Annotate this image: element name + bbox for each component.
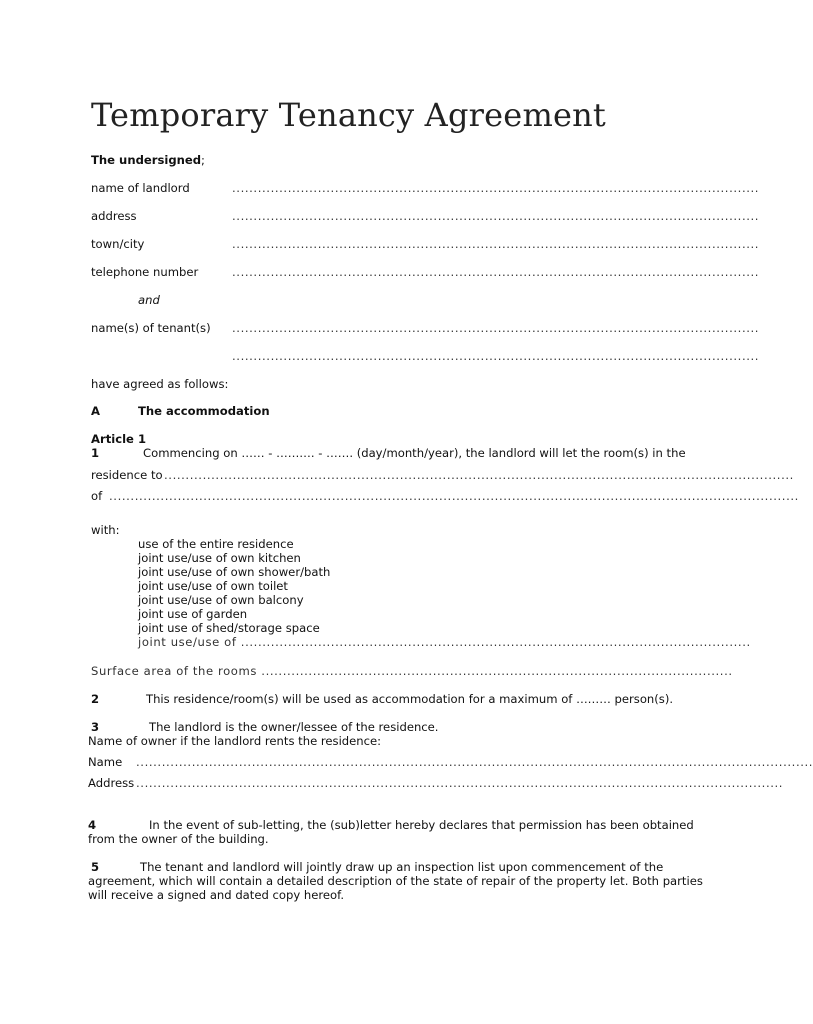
residence-to-label: residence to xyxy=(91,468,163,482)
article-3-text: The landlord is the owner/lessee of the residence. xyxy=(149,720,439,734)
owner-address-field[interactable]: ....................................................................................................................................................... xyxy=(136,776,784,790)
residence-to-field[interactable]: ................................................................................................................................................... xyxy=(164,468,794,482)
owner-name-label: Name xyxy=(88,755,123,769)
owner-line: Name of owner if the landlord rents the residence: xyxy=(88,734,382,748)
telephone-field[interactable]: ........................................................................................................................... xyxy=(232,265,760,279)
article-1-number: 1 xyxy=(91,446,100,460)
undersigned-suffix: ; xyxy=(201,153,205,167)
article-2-text: This residence/room(s) will be used as accommodation for a maximum of ……… person(s). xyxy=(146,692,674,706)
list-item: joint use/use of own balcony xyxy=(138,593,304,607)
article-3-number: 3 xyxy=(91,720,100,734)
article-5-text-cont-2: will receive a signed and dated copy hereof. xyxy=(88,888,345,902)
tenants-field-2[interactable]: ........................................................................................................................... xyxy=(232,349,760,363)
surface-area-line[interactable]: Surface area of the rooms .............................................................................................................. xyxy=(91,664,733,678)
list-item: use of the entire residence xyxy=(138,537,294,551)
landlord-name-label: name of landlord xyxy=(91,181,190,195)
owner-address-label: Address xyxy=(88,776,135,790)
of-label: of xyxy=(91,489,103,503)
article-4-text: In the event of sub-letting, the (sub)letter hereby declares that permission has been obtained xyxy=(149,818,694,832)
address-label: address xyxy=(91,209,137,223)
article-2-number: 2 xyxy=(91,692,100,706)
article-1-text: Commencing on …… - ………. - ……. (day/month/year), the landlord will let the room(s) in the xyxy=(143,446,686,460)
of-field[interactable]: ................................................................................................................................................................. xyxy=(109,489,799,503)
article-1-label: Article 1 xyxy=(91,432,147,446)
list-item: joint use of shed/storage space xyxy=(138,621,320,635)
section-a-heading: The accommodation xyxy=(138,404,270,418)
town-city-label: town/city xyxy=(91,237,145,251)
address-field[interactable]: ........................................................................................................................... xyxy=(232,209,760,223)
article-5-number: 5 xyxy=(91,860,100,874)
agreed-text: have agreed as follows: xyxy=(91,377,229,391)
article-4-number: 4 xyxy=(88,818,97,832)
list-item: joint use/use of own toilet xyxy=(138,579,288,593)
landlord-name-field[interactable]: ........................................................................................................................... xyxy=(232,181,760,195)
list-item: joint use of garden xyxy=(138,607,248,621)
telephone-label: telephone number xyxy=(91,265,199,279)
tenants-field-1[interactable]: ........................................................................................................................... xyxy=(232,321,760,335)
page-title: Temporary Tenancy Agreement xyxy=(91,96,606,134)
list-item: joint use/use of own kitchen xyxy=(138,551,301,565)
article-5-text: The tenant and landlord will jointly draw up an inspection list upon commencement of the xyxy=(140,860,664,874)
and-label: and xyxy=(138,293,160,307)
section-a-letter: A xyxy=(91,404,100,418)
article-4-text-cont: from the owner of the building. xyxy=(88,832,269,846)
undersigned-heading xyxy=(91,153,205,167)
with-label: with: xyxy=(91,523,120,537)
town-city-field[interactable]: ........................................................................................................................... xyxy=(232,237,760,251)
article-5-text-cont: agreement, which will contain a detailed description of the state of repair of the property let. Both parties xyxy=(88,874,703,888)
owner-name-field[interactable]: .............................................................................................................................................................. xyxy=(136,755,813,769)
undersigned-label: The undersigned xyxy=(91,153,202,167)
list-item-other[interactable]: joint use/use of ....................................................................................................................... xyxy=(138,635,751,649)
tenants-label: name(s) of tenant(s) xyxy=(91,321,211,335)
list-item: joint use/use of own shower/bath xyxy=(138,565,331,579)
